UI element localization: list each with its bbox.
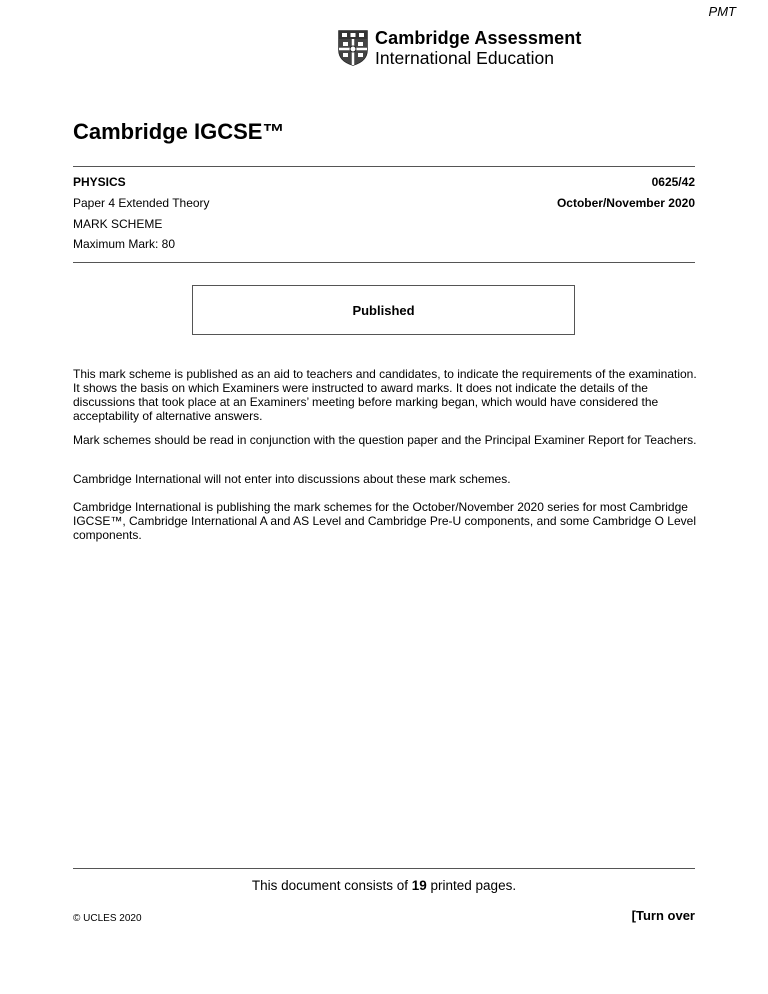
paragraph-text: Mark schemes should be read in conjunction with the question paper and the Principal Examiner Report for Teachers. xyxy=(73,433,697,447)
document-type: MARK SCHEME xyxy=(73,217,163,231)
component-code: 0625/42 xyxy=(651,175,695,189)
page-title: Cambridge IGCSE™ xyxy=(73,119,285,144)
paragraph-text: Cambridge International will not enter into discussions about these mark schemes. xyxy=(73,472,511,486)
copyright: © UCLES 2020 xyxy=(73,913,142,924)
university-shield-icon xyxy=(338,30,368,66)
status-box xyxy=(192,285,575,335)
logo-text-line1: Cambridge Assessment xyxy=(375,28,582,48)
divider xyxy=(73,868,695,869)
conjunction-paragraph xyxy=(73,433,697,447)
corner-label: PMT xyxy=(708,4,736,19)
divider xyxy=(73,166,695,167)
page-count-number: 19 xyxy=(411,878,427,893)
logo-text-line2: International Education xyxy=(375,48,555,68)
status-label: Published xyxy=(352,303,415,318)
exam-session: October/November 2020 xyxy=(556,196,695,210)
intro-paragraph xyxy=(73,367,697,423)
maximum-mark: Maximum Mark: 80 xyxy=(73,237,176,251)
page-count-prefix: This document consists of xyxy=(251,878,412,893)
series-paragraph xyxy=(73,500,697,542)
cambridge-logo xyxy=(338,28,588,72)
paper-name: Paper 4 Extended Theory xyxy=(73,196,210,210)
turn-over: [Turn over xyxy=(631,908,695,923)
page-count-suffix: printed pages. xyxy=(426,878,517,893)
paragraph-text: Cambridge International is publishing the mark schemes for the October/November 2020 series for most Cambridge IGCSE™, Cambridge International A and AS Level and Cambridge Pre-U components, and some Cambridge O Level components. xyxy=(73,500,696,542)
divider xyxy=(73,262,695,263)
paragraph-text: This mark scheme is published as an aid to teachers and candidates, to indicate the requirements of the examination. It shows the basis on which Examiners were instructed to award marks. It does not indicate the details of the discussions that took place at an Examiners’ meeting before marking began, which would have considered the acceptability of alternative answers. xyxy=(73,367,697,423)
subject: PHYSICS xyxy=(73,175,126,189)
discussion-paragraph xyxy=(73,472,697,486)
page-count xyxy=(0,878,768,893)
